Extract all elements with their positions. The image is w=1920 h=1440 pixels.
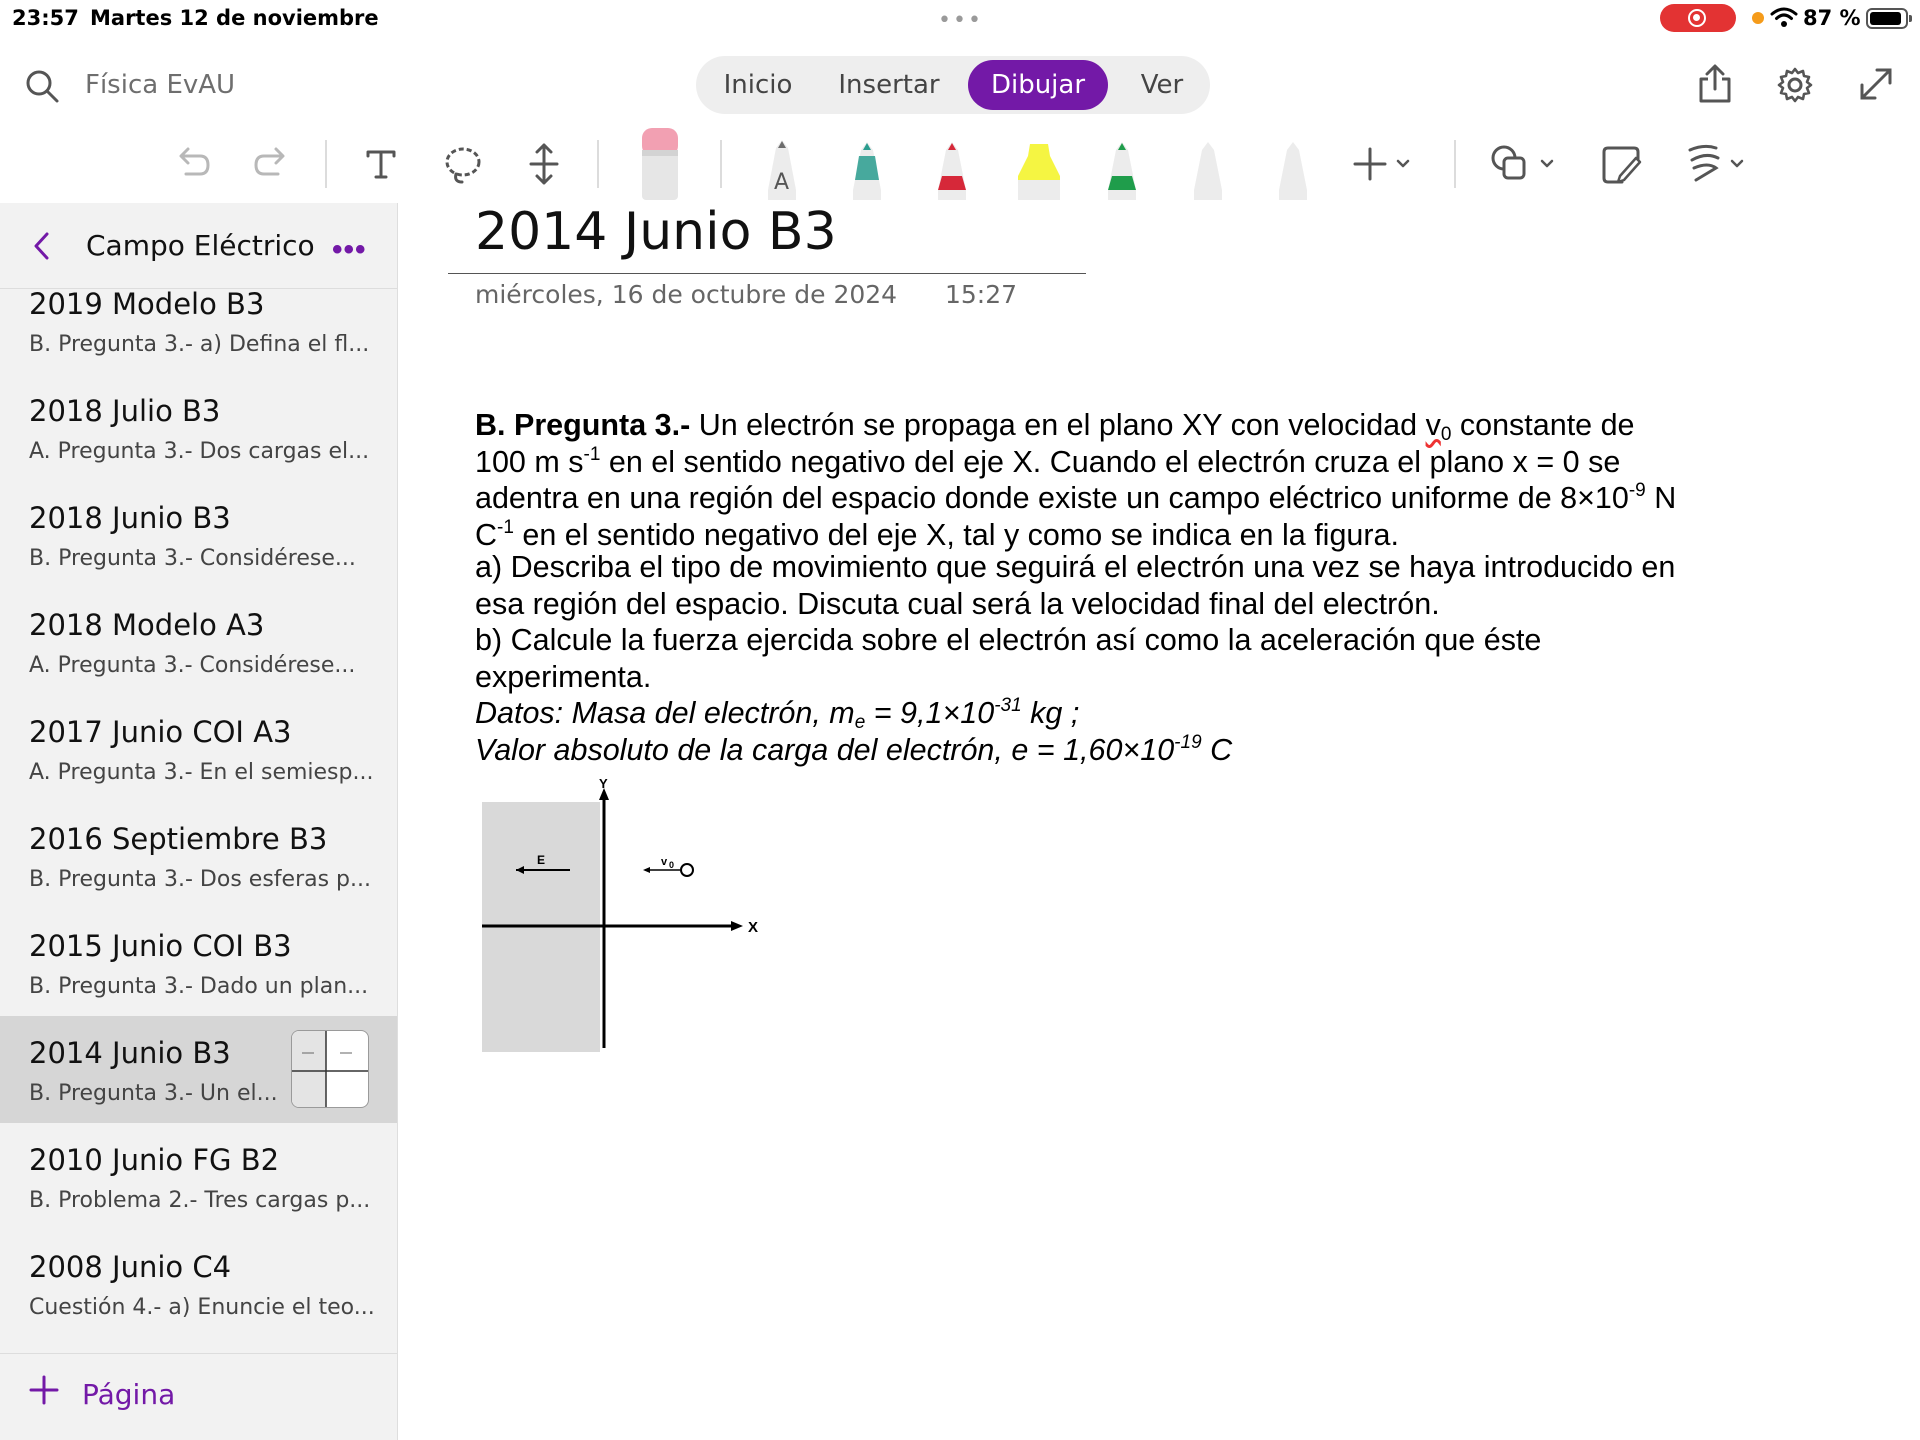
shapes-icon[interactable] bbox=[1490, 144, 1556, 184]
battery-icon bbox=[1866, 8, 1908, 29]
question-a: a) Describa el tipo de movimiento que seguirá el electrón una vez se haya introducido en bbox=[475, 550, 1676, 584]
toolbar-divider bbox=[325, 140, 327, 188]
battery-percentage: 87 % bbox=[1803, 6, 1861, 30]
field-label: E bbox=[537, 853, 546, 867]
sidebar-header bbox=[0, 203, 397, 289]
page-item-title: 2015 Junio COI B3 bbox=[29, 929, 292, 963]
toolbar-divider bbox=[720, 140, 722, 188]
lasso-select-icon[interactable] bbox=[442, 144, 484, 186]
data-line: Valor absoluto de la carga del electrón, $e = 1,60\times 10^{-19}$ C bbox=[475, 731, 1233, 767]
page-thumbnail bbox=[291, 1030, 369, 1108]
page-item-title: 2019 Modelo B3 bbox=[29, 289, 265, 321]
problem-line: B. Pregunta 3.- Un electrón se propaga en el plano XY con velocidad $v_0$ constante de bbox=[475, 408, 1635, 445]
list-item[interactable] bbox=[0, 909, 397, 1016]
page-item-snippet: A. Pregunta 3.- En el semiesp... bbox=[29, 760, 374, 785]
page-list bbox=[0, 289, 397, 1353]
share-icon[interactable] bbox=[1697, 64, 1733, 104]
page-item-snippet: B. Pregunta 3.- Considérese... bbox=[29, 546, 356, 571]
page-item-title: 2014 Junio B3 bbox=[29, 1036, 231, 1070]
list-item[interactable] bbox=[0, 802, 397, 909]
page-date: miércoles, 16 de octubre de 2024 bbox=[475, 280, 898, 309]
question-a: esa región del espacio. Discuta cual será la velocidad final del electrón. bbox=[475, 586, 1440, 621]
add-space-icon[interactable] bbox=[527, 142, 561, 186]
pen-empty-slot-icon[interactable] bbox=[1186, 140, 1230, 200]
velocity-symbol: $v_0$ bbox=[1425, 408, 1452, 445]
expand-icon[interactable] bbox=[1858, 66, 1894, 102]
list-item[interactable] bbox=[0, 289, 397, 374]
page-item-snippet: A. Pregunta 3.- Considérese... bbox=[29, 653, 356, 678]
page-item-title: 2010 Junio FG B2 bbox=[29, 1143, 280, 1177]
electron-marker bbox=[681, 864, 693, 876]
problem-statement[interactable] bbox=[475, 407, 1775, 768]
page-list-sidebar bbox=[0, 203, 398, 1440]
problem-line: $C^{-1}$ en el sentido negativo del eje X, tal y como se indica en la figura. bbox=[475, 516, 1399, 552]
page-item-title: 2018 Modelo A3 bbox=[29, 608, 265, 642]
data-line: Datos: Masa del electrón, $m_e = 9,1\times 10^{-31}$ kg ; bbox=[475, 695, 1080, 733]
pen-gray[interactable] bbox=[760, 140, 804, 200]
ribbon-tabs bbox=[696, 56, 1210, 114]
problem-heading: B. Pregunta 3.- bbox=[475, 408, 691, 442]
list-item[interactable] bbox=[0, 1230, 397, 1337]
list-item-selected[interactable] bbox=[0, 1016, 397, 1123]
wifi-icon bbox=[1770, 6, 1798, 28]
page-item-snippet: B. Pregunta 3.- Un el... bbox=[29, 1081, 278, 1106]
electric-field-figure[interactable] bbox=[475, 778, 775, 1058]
text-mode-icon[interactable] bbox=[364, 146, 398, 180]
x-axis-label: X bbox=[748, 919, 759, 936]
tab-inicio[interactable]: Inicio bbox=[723, 70, 793, 100]
page-item-snippet: B. Pregunta 3.- Dado un plan... bbox=[29, 974, 369, 999]
settings-icon[interactable] bbox=[1776, 66, 1814, 104]
page-item-title: 2017 Junio COI A3 bbox=[29, 715, 292, 749]
multitasking-dots-icon[interactable]: ••• bbox=[938, 8, 983, 33]
eraser-icon[interactable] bbox=[640, 126, 680, 200]
add-page-button[interactable] bbox=[0, 1353, 397, 1440]
status-bar bbox=[0, 0, 1920, 36]
page-item-snippet: B. Pregunta 3.- Dos esferas p... bbox=[29, 867, 371, 892]
pen-green-icon[interactable] bbox=[1100, 140, 1144, 200]
y-axis-label: Y bbox=[599, 778, 608, 791]
question-b: b) Calcule la fuerza ejercida sobre el electrón así como la aceleración que éste bbox=[475, 623, 1542, 657]
ink-to-shape-icon[interactable] bbox=[1600, 144, 1642, 186]
toolbar-divider bbox=[1454, 140, 1456, 188]
status-date: Martes 12 de noviembre bbox=[90, 6, 379, 30]
list-item[interactable] bbox=[0, 1123, 397, 1230]
screen-recording-indicator[interactable] bbox=[1660, 4, 1736, 32]
status-time: 23:57 bbox=[12, 6, 79, 30]
page-title[interactable]: 2014 Junio B3 bbox=[475, 202, 837, 262]
page-item-title: 2008 Junio C4 bbox=[29, 1250, 232, 1284]
undo-icon[interactable] bbox=[172, 144, 212, 180]
highlighter-yellow-icon[interactable] bbox=[1014, 144, 1064, 200]
velocity-subscript: 0 bbox=[669, 860, 675, 870]
add-page-label: Página bbox=[82, 1378, 176, 1411]
problem-line: adentra en una región del espacio donde existe un campo eléctrico uniforme de $8\times 10^{-9}$ N bbox=[475, 480, 1677, 515]
search-icon[interactable] bbox=[24, 68, 60, 104]
list-item[interactable] bbox=[0, 695, 397, 802]
velocity-label: v bbox=[661, 856, 668, 868]
pen-teal-icon[interactable] bbox=[845, 140, 889, 200]
list-item[interactable] bbox=[0, 481, 397, 588]
tab-dibujar[interactable]: Dibujar bbox=[968, 60, 1108, 110]
list-item[interactable] bbox=[0, 588, 397, 695]
tab-insertar[interactable]: Insertar bbox=[838, 70, 940, 100]
section-title: Campo Eléctrico bbox=[86, 229, 315, 262]
plus-icon bbox=[28, 1374, 60, 1406]
toolbar-divider bbox=[597, 140, 599, 188]
page-item-snippet: Cuestión 4.- a) Enuncie el teo... bbox=[29, 1295, 375, 1320]
microphone-indicator-icon bbox=[1752, 12, 1764, 24]
question-b: experimenta. bbox=[475, 659, 652, 694]
pen-red-icon[interactable] bbox=[930, 140, 974, 200]
page-item-title: 2016 Septiembre B3 bbox=[29, 822, 328, 856]
pen-empty-slot-icon[interactable] bbox=[1271, 140, 1315, 200]
problem-line: 100 m $s^{-1}$ en el sentido negativo del eje X. Cuando el electrón cruza el plano x = 0 se bbox=[475, 443, 1621, 479]
page-item-snippet: B. Pregunta 3.- a) Defina el fl... bbox=[29, 332, 370, 357]
tab-ver[interactable]: Ver bbox=[1140, 70, 1184, 100]
page-item-title: 2018 Junio B3 bbox=[29, 501, 231, 535]
more-options-icon[interactable]: ••• bbox=[332, 233, 367, 266]
page-item-snippet: B. Problema 2.- Tres cargas p... bbox=[29, 1188, 371, 1213]
page-item-snippet: A. Pregunta 3.- Dos cargas el... bbox=[29, 439, 370, 464]
add-pen-icon[interactable] bbox=[1352, 146, 1412, 182]
page-item-title: 2018 Julio B3 bbox=[29, 394, 221, 428]
back-chevron-icon[interactable] bbox=[32, 231, 52, 261]
page-time: 15:27 bbox=[945, 280, 1018, 309]
notebook-title[interactable]: Física EvAU bbox=[85, 70, 236, 100]
pen-label: A bbox=[774, 170, 790, 195]
list-item[interactable] bbox=[0, 374, 397, 481]
title-divider bbox=[448, 273, 1086, 274]
ink-to-text-icon[interactable] bbox=[1686, 142, 1752, 186]
redo-icon[interactable] bbox=[252, 144, 292, 180]
